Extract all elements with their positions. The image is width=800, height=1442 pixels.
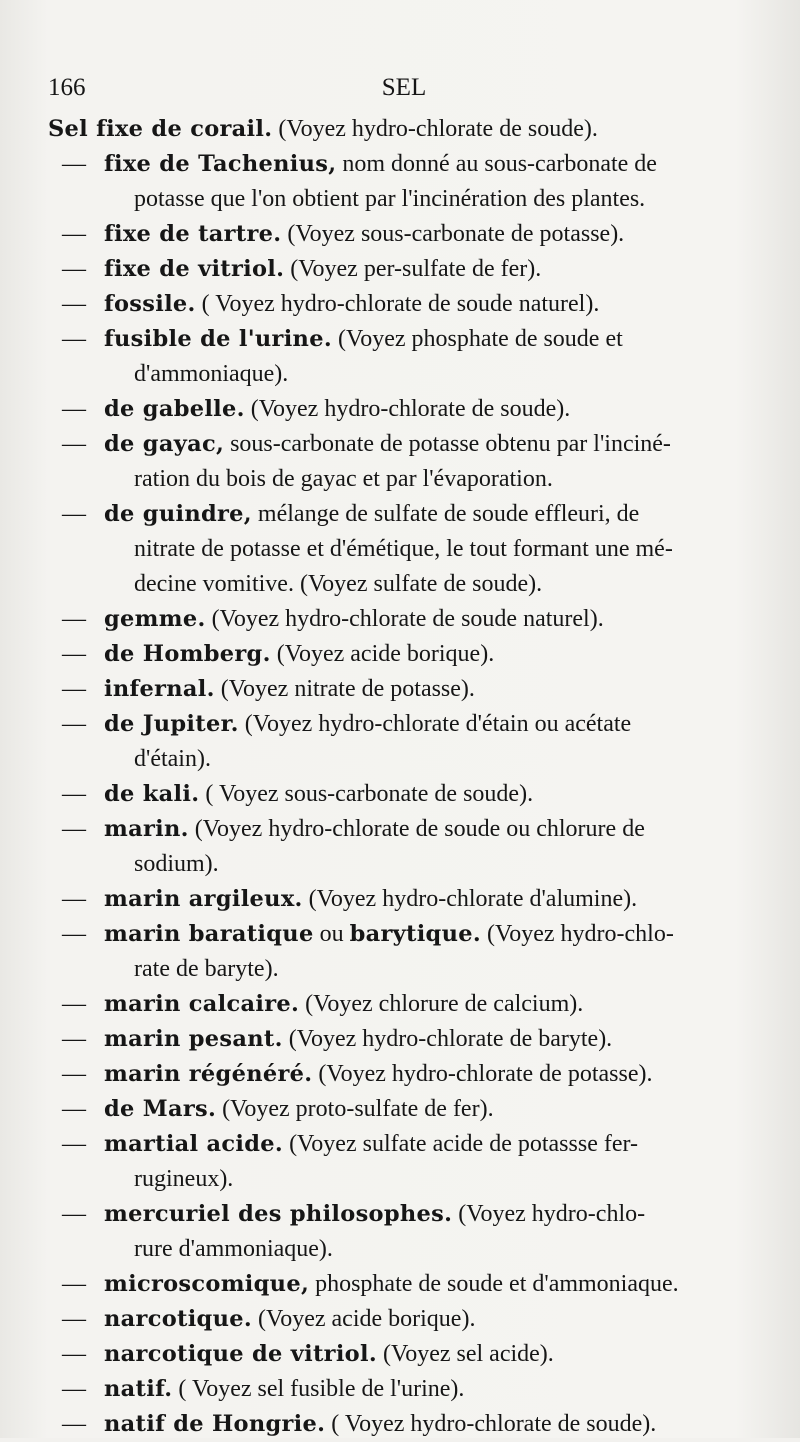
- entry-headword: martial acide.: [104, 1131, 284, 1157]
- dictionary-entry: [48, 1372, 764, 1407]
- entry-headword: gemme.: [104, 606, 206, 632]
- entry-text: ( Voyez sel fusible de l'urine).: [172, 1376, 465, 1402]
- entry-dash: —: [62, 1271, 86, 1297]
- entry-dash: —: [62, 641, 86, 667]
- entry-headword: narcotique.: [104, 1306, 252, 1332]
- dictionary-entries: [48, 112, 764, 1442]
- entry-text: (Voyez hydro-chlorate de baryte).: [282, 1026, 613, 1052]
- entry-text: sous-carbonate de potasse obtenu par l'inciné-: [224, 431, 671, 457]
- entry-headword: mercuriel des philosophes.: [104, 1201, 453, 1227]
- entry-headword: infernal.: [104, 676, 215, 702]
- running-head: SEL: [381, 74, 427, 101]
- entry-text: (Voyez acide borique).: [270, 641, 495, 667]
- dictionary-entry: [48, 1022, 764, 1057]
- dictionary-entry: [48, 112, 764, 147]
- entry-headword: marin calcaire.: [104, 991, 300, 1017]
- dictionary-entry: [48, 1267, 764, 1302]
- entry-text: (Voyez chlorure de calcium).: [299, 991, 584, 1017]
- entry-dash: —: [62, 816, 86, 842]
- entry-dash: —: [62, 1061, 86, 1087]
- entry-text: phosphate de soude et d'ammoniaque.: [309, 1271, 679, 1297]
- entry-dash: —: [62, 921, 86, 947]
- entry-headword: marin baratique: [104, 921, 314, 947]
- dictionary-entry: [48, 777, 764, 812]
- entry-headword: fixe de Tachenius,: [104, 151, 337, 177]
- entry-dash: —: [62, 1376, 86, 1402]
- entry-text: (Voyez proto-sulfate de fer).: [216, 1096, 494, 1122]
- entry-headword: de Mars.: [104, 1096, 217, 1122]
- entry-text: (Voyez hydro-chlorate de soude naturel).: [205, 606, 604, 632]
- entry-text: (Voyez hydro-chlorate de soude).: [244, 396, 571, 422]
- entry-headword: de Jupiter.: [104, 711, 239, 737]
- dictionary-entry: [48, 1127, 764, 1197]
- entry-text: (Voyez hydro-chlo-: [481, 921, 674, 947]
- entry-text: ( Voyez sous-carbonate de soude).: [199, 781, 534, 807]
- entry-dash: —: [62, 1341, 86, 1367]
- entry-text: (Voyez hydro-chlorate de potasse).: [312, 1061, 653, 1087]
- entry-continuation: decine vomitive. (Voyez sulfate de soude).: [134, 571, 543, 597]
- entry-dash: —: [62, 606, 86, 632]
- entry-text: (Voyez sous-carbonate de potasse).: [281, 221, 625, 247]
- entry-dash: —: [62, 781, 86, 807]
- entry-text: (Voyez sel acide).: [376, 1341, 554, 1367]
- entry-dash: —: [62, 676, 86, 702]
- dictionary-entry: [48, 217, 764, 252]
- entry-headword: barytique.: [349, 921, 481, 947]
- dictionary-entry: [48, 1057, 764, 1092]
- entry-dash: —: [62, 326, 86, 352]
- entry-text: mélange de sulfate de soude effleuri, de: [251, 501, 640, 527]
- entry-text: ( Voyez hydro-chlorate de soude naturel).: [195, 291, 600, 317]
- dictionary-entry: [48, 1337, 764, 1372]
- entry-headword: natif.: [104, 1376, 173, 1402]
- entry-text: ( Voyez hydro-chlorate de soude).: [325, 1411, 657, 1437]
- entry-headword: de Homberg.: [104, 641, 271, 667]
- entry-headword: marin pesant.: [104, 1026, 283, 1052]
- entry-text: (Voyez phosphate de soude et: [331, 326, 623, 352]
- entry-headword: marin régénéré.: [104, 1061, 313, 1087]
- dictionary-entry: [48, 427, 764, 497]
- page-number: 166: [48, 74, 86, 101]
- page-header: [48, 74, 760, 110]
- dictionary-entry: [48, 637, 764, 672]
- entry-headword: de kali.: [104, 781, 200, 807]
- entry-continuation: rugineux).: [134, 1166, 234, 1192]
- entry-continuation: d'étain).: [134, 746, 211, 772]
- entry-headword: narcotique de vitriol.: [104, 1341, 377, 1367]
- entry-text: ou: [313, 921, 350, 947]
- entry-text: (Voyez hydro-chlorate d'alumine).: [302, 886, 638, 912]
- entry-text: (Voyez hydro-chlorate d'étain ou acétate: [238, 711, 632, 737]
- entry-headword: natif de Hongrie.: [104, 1411, 326, 1437]
- entry-headword: marin argileux.: [104, 886, 303, 912]
- entry-headword: fusible de l'urine.: [104, 326, 332, 352]
- entry-dash: —: [62, 1411, 86, 1437]
- dictionary-entry: [48, 287, 764, 322]
- entry-headword: fixe de tartre.: [104, 221, 282, 247]
- entry-text: (Voyez hydro-chlorate de soude ou chlorure de: [188, 816, 645, 842]
- dictionary-entry: [48, 882, 764, 917]
- entry-dash: —: [62, 1026, 86, 1052]
- entry-text: (Voyez nitrate de potasse).: [214, 676, 475, 702]
- entry-text: (Voyez hydro-chlorate de soude).: [272, 116, 598, 142]
- entry-continuation: potasse que l'on obtient par l'incinération des plantes.: [134, 186, 646, 212]
- entry-dash: —: [62, 431, 86, 457]
- dictionary-entry: [48, 1407, 764, 1442]
- dictionary-entry: [48, 1302, 764, 1337]
- entry-dash: —: [62, 151, 86, 177]
- entry-headword: marin.: [104, 816, 189, 842]
- dictionary-entry: [48, 812, 764, 882]
- dictionary-entry: [48, 567, 764, 602]
- dictionary-entry: [48, 707, 764, 777]
- entry-dash: —: [62, 886, 86, 912]
- entry-continuation: nitrate de potasse et d'émétique, le tout formant une mé-: [134, 536, 673, 562]
- entry-headword: de gabelle.: [104, 396, 245, 422]
- entry-continuation: sodium).: [134, 851, 219, 877]
- entry-text: nom donné au sous-carbonate de: [336, 151, 657, 177]
- dictionary-entry: [48, 147, 764, 217]
- entry-headword: de gayac,: [104, 431, 225, 457]
- dictionary-entry: [48, 1092, 764, 1127]
- entry-dash: —: [62, 1096, 86, 1122]
- entry-headword: Sel fixe de corail.: [48, 116, 273, 142]
- entry-dash: —: [62, 291, 86, 317]
- entry-dash: —: [62, 711, 86, 737]
- entry-dash: —: [62, 1306, 86, 1332]
- entry-dash: —: [62, 396, 86, 422]
- entry-continuation: d'ammoniaque).: [134, 361, 289, 387]
- entry-text: (Voyez per-sulfate de fer).: [284, 256, 542, 282]
- dictionary-entry: [48, 497, 764, 567]
- entry-headword: microscomique,: [104, 1271, 310, 1297]
- dictionary-entry: [48, 602, 764, 637]
- entry-text: (Voyez acide borique).: [251, 1306, 476, 1332]
- entry-continuation: ration du bois de gayac et par l'évaporation.: [134, 466, 553, 492]
- entry-dash: —: [62, 501, 86, 527]
- entry-dash: —: [62, 221, 86, 247]
- entry-dash: —: [62, 256, 86, 282]
- entry-dash: —: [62, 1201, 86, 1227]
- dictionary-entry: [48, 917, 764, 987]
- entry-dash: —: [62, 991, 86, 1017]
- entry-headword: de guindre,: [104, 501, 252, 527]
- entry-text: (Voyez sulfate acide de potassse fer-: [283, 1131, 638, 1157]
- dictionary-entry: [48, 252, 764, 287]
- dictionary-entry: [48, 392, 764, 427]
- dictionary-entry: [48, 672, 764, 707]
- entry-continuation: rate de baryte).: [134, 956, 279, 982]
- entry-continuation: rure d'ammoniaque).: [134, 1236, 333, 1262]
- entry-dash: —: [62, 1131, 86, 1157]
- entry-headword: fossile.: [104, 291, 196, 317]
- dictionary-entry: [48, 1197, 764, 1267]
- entry-headword: fixe de vitriol.: [104, 256, 285, 282]
- dictionary-entry: [48, 987, 764, 1022]
- entry-text: (Voyez hydro-chlo-: [452, 1201, 646, 1227]
- dictionary-entry: [48, 322, 764, 392]
